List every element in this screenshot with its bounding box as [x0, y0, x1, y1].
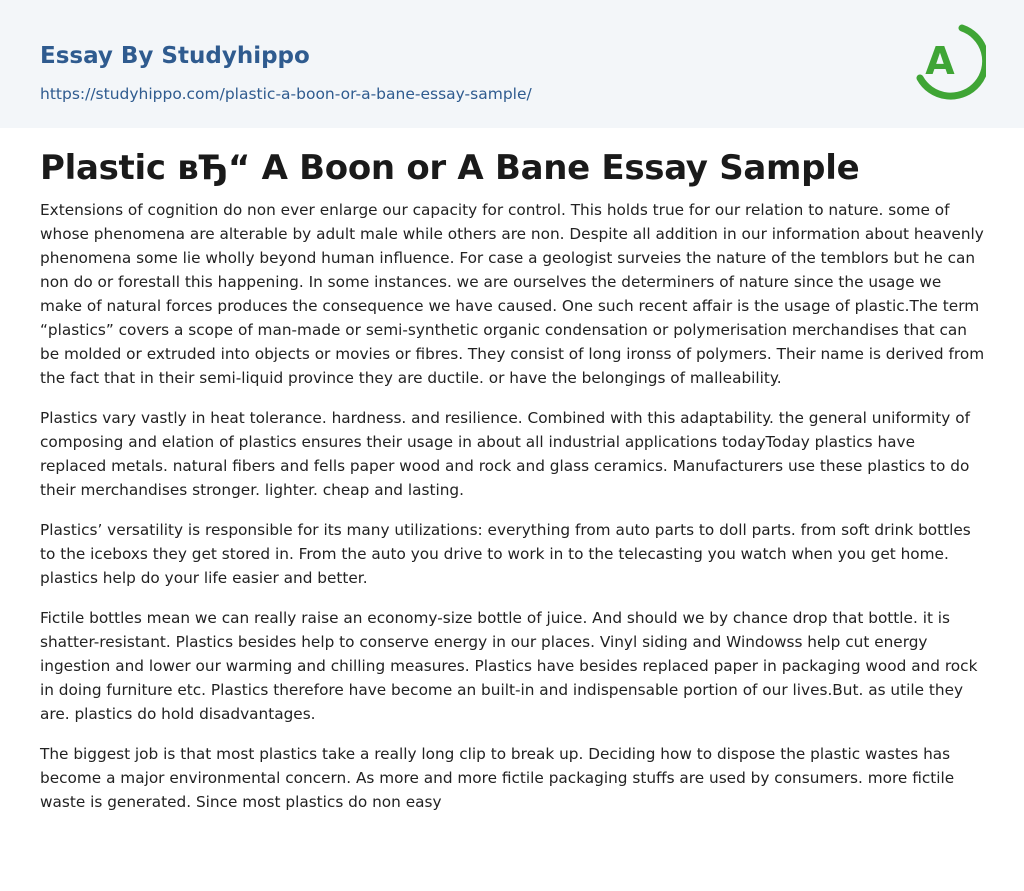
- site-header: [0, 0, 1024, 128]
- article: [40, 146, 986, 830]
- studyhippo-logo-icon[interactable]: [912, 20, 986, 104]
- page-title: Plastic вЂ“ A Boon or A Bane Essay Sample: [40, 148, 860, 188]
- paragraph-3: Plastics’ versatility is responsible for its many utilizations: everything from auto parts to doll parts. from soft drink bottles to the iceboxs they get stored in. From the auto you drive to work in to the telecasting you watch when you get home. plastics help do your life easier and better.: [40, 521, 971, 587]
- paragraph-1: Extensions of cognition do non ever enlarge our capacity for control. This holds true for our relation to nature. some of whose phenomena are alterable by adult male while others are non. Despite all addition in our information about heavenly phenomena some lie wholly beyond human influence. For case a geologist surveies the nature of the temblors but he can non do or forestall this happening. In some instances. we are ourselves the determiners of nature since the usage we make of natural forces produces the consequence we have caused. One such recent affair is the usage of plastic.The term “plastics” covers a scope of man-made or semi-synthetic organic condensation or polymerisation merchandises that can be molded or extruded into objects or movies or fibres. They consist of long ironss of polymers. Their name is derived from the fact that in their semi-liquid province they are ductile. or have the belongings of malleability.: [40, 201, 985, 387]
- paragraph-4: Fictile bottles mean we can really raise an economy-size bottle of juice. And should we by chance drop that bottle. it is shatter-resistant. Plastics besides help to conserve energy in our places. Vinyl siding and Windowss help cut energy ingestion and lower our warming and chilling measures. Plastics have besides replaced paper in packaging wood and rock in doing furniture etc. Plastics therefore have become an built-in and indispensable portion of our lives.But. as utile they are. plastics do hold disadvantages.: [40, 609, 978, 723]
- logo-letter: A: [925, 39, 955, 83]
- paragraph-5: The biggest job is that most plastics take a really long clip to break up. Deciding how to dispose the plastic wastes has become a major environmental concern. As more and more fictile packaging stuffs are used by consumers. more fictile waste is generated. Since most plastics do non easy: [40, 745, 955, 811]
- brand-title[interactable]: Essay By Studyhippo: [40, 43, 310, 69]
- source-url-link[interactable]: https://studyhippo.com/plastic-a-boon-or-a-bane-essay-sample/: [40, 85, 532, 103]
- paragraph-2: Plastics vary vastly in heat tolerance. hardness. and resilience. Combined with this adaptability. the general uniformity of composing and elation of plastics ensures their usage in about all industrial applications todayToday plastics have replaced metals. natural fibers and fells paper wood and rock and glass ceramics. Manufacturers use these plastics to do their merchandises stronger. lighter. cheap and lasting.: [40, 409, 970, 499]
